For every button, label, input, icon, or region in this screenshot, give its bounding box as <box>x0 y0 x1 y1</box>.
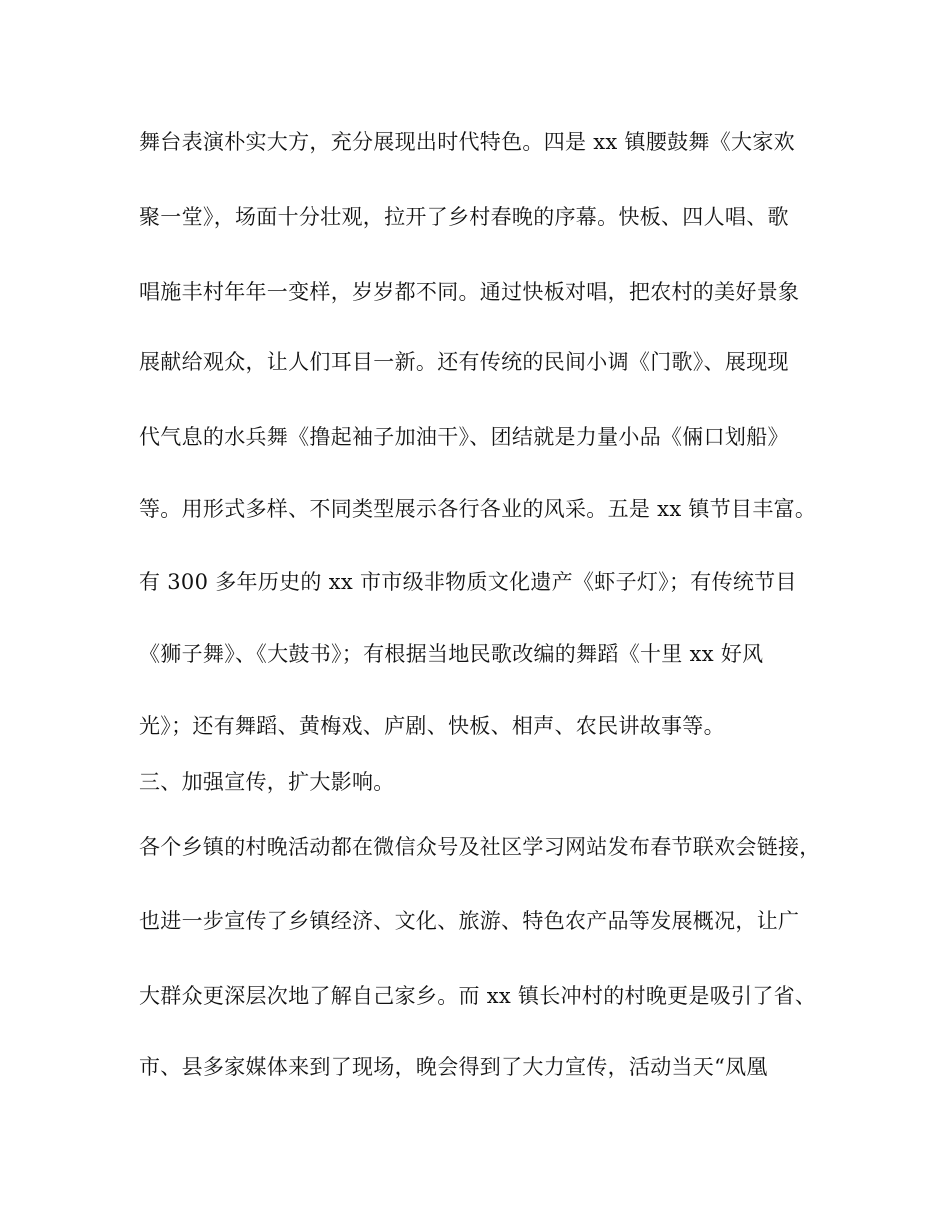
paragraph-1-line-6: 等。用形式多样、不同类型展示各行各业的风采。五是 xx 镇节目丰富。 <box>139 497 817 521</box>
paragraph-1-line-2: 聚一堂》，场面十分壮观，拉开了乡村春晚的序幕。快板、四人唱、歌 <box>139 205 789 229</box>
paragraph-1-line-7: 有 300 多年历史的 xx 市市级非物质文化遗产《虾子灯》；有传统节目 <box>139 570 797 594</box>
paragraph-1-line-8: 《狮子舞》、《大鼓书》；有根据当地民歌改编的舞蹈《十里 xx 好风 <box>139 642 764 666</box>
paragraph-2-line-1: 各个乡镇的村晚活动都在微信众号及社区学习网站发布春节联欢会链接， <box>139 835 821 859</box>
paragraph-2-line-4: 市、县多家媒体来到了现场，晚会得到了大力宣传，活动当天“凤凰 <box>139 1055 768 1079</box>
paragraph-1-line-4: 展献给观众，让人们耳目一新。还有传统的民间小调《门歌》、展现现 <box>139 350 789 374</box>
paragraph-1-line-3: 唱施丰村年年一变样，岁岁都不同。通过快板对唱，把农村的美好景象 <box>139 280 800 304</box>
paragraph-1-line-1: 舞台表演朴实大方，充分展现出时代特色。四是 xx 镇腰鼓舞《大家欢 <box>139 130 795 154</box>
paragraph-1-line-5: 代气息的水兵舞《撸起袖子加油干》、团结就是力量小品《倆口划船》 <box>139 425 789 449</box>
paragraph-2-line-3: 大群众更深层次地了解自己家乡。而 xx 镇长冲村的村晚更是吸引了省、 <box>139 984 817 1008</box>
section-heading-3: 三、加强宣传，扩大影响。 <box>139 770 395 794</box>
paragraph-1-line-9: 光》；还有舞蹈、黄梅戏、庐剧、快板、相声、农民讲故事等。 <box>139 714 725 738</box>
paragraph-2-line-2: 也进一步宣传了乡镇经济、文化、旅游、特色农产品等发展概况，让广 <box>139 909 800 933</box>
